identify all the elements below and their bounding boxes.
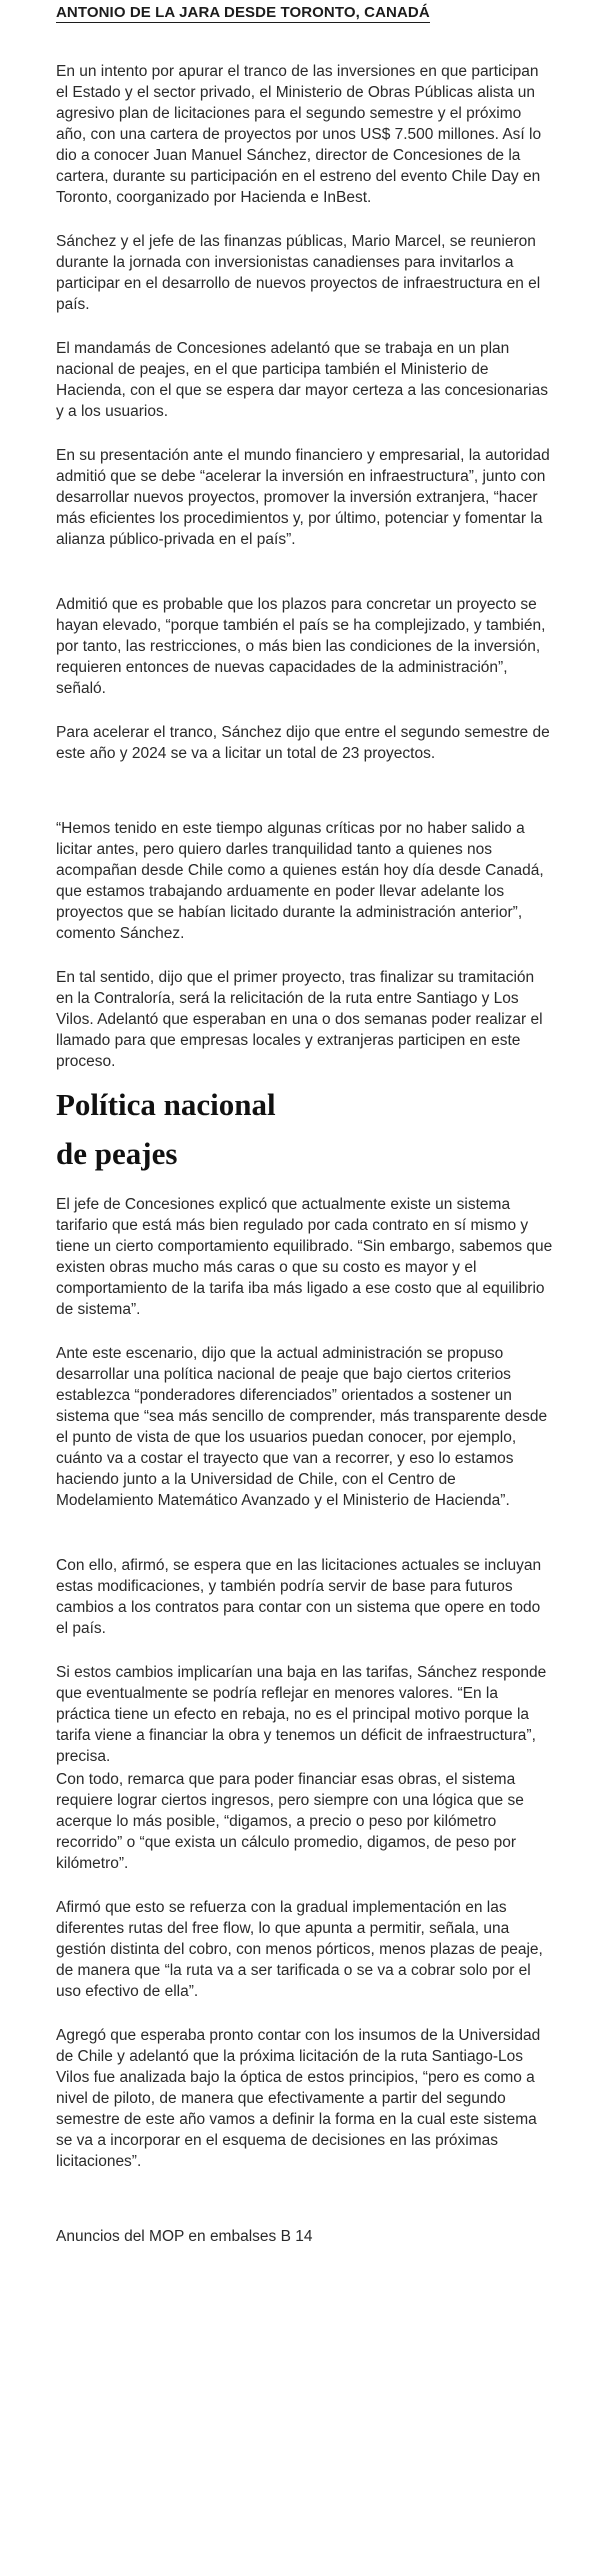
paragraph: Si estos cambios implicarían una baja en las tarifas, Sánchez responde que eventualmente se podría reflejar en menores valores. “En la práctica tiene un efecto en rebaja, no es el principal motivo porque la tarifa viene a financiar la obra y tenemos un déficit de infraestructura”, precisa. [56, 1664, 547, 1765]
paragraph: Afirmó que esto se refuerza con la gradual implementación en las diferentes rutas del free flow, lo que apunta a permitir, señala, una gestión distinta del cobro, con menos pórticos, menos plazas de peaje, de manera que “la ruta va a ser tarificada o se va a cobrar solo por el uso efectivo de ella”. [56, 1899, 543, 2000]
paragraph: En tal sentido, dijo que el primer proyecto, tras finalizar su tramitación en la Contraloría, será la relicitación de la ruta entre Santiago y Los Vilos. Adelantó que esperaban en una o dos semanas poder realizar el llamado para que empresas locales y extranjeras participen en este proceso. [56, 969, 543, 1070]
paragraph: El mandamás de Concesiones adelantó que se trabaja en un plan nacional de peajes, en el que participa también el Ministerio de Hacienda, con el que se espera dar mayor certeza a las concesionarias y a los usuarios. [56, 340, 548, 420]
paragraph: Para acelerar el tranco, Sánchez dijo que entre el segundo semestre de este año y 2024 se va a licitar un total de 23 proyectos. [56, 724, 550, 762]
paragraph: Sánchez y el jefe de las finanzas públicas, Mario Marcel, se reunieron durante la jornada con inversionistas canadienses para invitarlos a participar en el desarrollo de nuevos proyectos de infraestructura en el país. [56, 233, 541, 313]
section-heading-line-2: de peajes [56, 1136, 178, 1171]
paragraph: Con ello, afirmó, se espera que en las licitaciones actuales se incluyan estas modificaciones, y también podría servir de base para futuros cambios a los contratos para contar con un sistema que opere en todo el país. [56, 1557, 542, 1637]
paragraph: Admitió que es probable que los plazos para concretar un proyecto se hayan elevado, “porque también el país se ha complejizado, y también, por tanto, las restricciones, o más bien las condiciones de la inversión, requieren entonces de nuevas capacidades de la administración”, señaló. [56, 596, 546, 697]
paragraph: El jefe de Concesiones explicó que actualmente existe un sistema tarifario que está más bien regulado por cada contrato en sí mismo y tiene un cierto comportamiento equilibrado. “Sin embargo, sabemos que existen obras mucho más caras o que su costo es mayor y el comportamiento de la tarifa iba más ligado a ese costo que al equilibrio de sistema”. [56, 1196, 553, 1318]
paragraph: Ante este escenario, dijo que la actual administración se propuso desarrollar una política nacional de peaje que bajo ciertos criterios establezca “ponderadores diferenciados” orientados a sostener un sistema que “sea más sencillo de comprender, más transparente desde el punto de vista de que los usuarios puedan conocer, por ejemplo, cuánto va a costar el trayecto que van a recorrer, y eso lo estamos haciendo junto a la Universidad de Chile, con el Centro de Modelamiento Matemático Avanzado y el Ministerio de Hacienda”. [56, 1345, 548, 1509]
article-body-section-2 [56, 1194, 553, 2193]
paragraph: Agregó que esperaba pronto contar con los insumos de la Universidad de Chile y adelantó que la próxima licitación de la ruta Santiago-Los Vilos fue analizada bajo la óptica de estos principios, “pero es como a nivel de piloto, de manera que efectivamente a partir del segundo semestre de este año vamos a definir la forma en la cual este sistema se va a incorporar en el esquema de decisiones en las próximas licitaciones”. [56, 2027, 541, 2170]
paragraph: En su presentación ante el mundo financiero y empresarial, la autoridad admitió que se debe “acelerar la inversión en infraestructura”, junto con desarrollar nuevos proyectos, promover la inversión extranjera, “hacer más eficientes los procedimientos y, por último, potenciar y fomentar la alianza público-privada en el país”. [56, 447, 550, 548]
paragraph: En un intento por apurar el tranco de las inversiones en que participan el Estado y el sector privado, el Ministerio de Obras Públicas alista un agresivo plan de licitaciones para el segundo semestre y el próximo año, con una cartera de proyectos por unos US$ 7.500 millones. Así lo dio a conocer Juan Manuel Sánchez, director de Concesiones de la cartera, durante su participación en el estreno del evento Chile Day en Toronto, coorganizado por Hacienda e InBest. [56, 63, 542, 206]
paragraph: Con todo, remarca que para poder financiar esas obras, el sistema requiere lograr ciertos ingresos, pero siempre con una lógica que se acerque lo más posible, “digamos, a precio o peso por kilómetro recorrido” o “que exista un cálculo promedio, digamos, de peso por kilómetro”. [56, 1771, 524, 1872]
article-body-section-1 [56, 61, 553, 1072]
paragraph: “Hemos tenido en este tiempo algunas críticas por no haber salido a licitar antes, pero quiero darles tranquilidad tanto a quienes nos acompañan desde Chile como a quienes están hoy día desde Canadá, que estamos trabajando arduamente en poder llevar adelante los proyectos que se habían licitado durante la administración anterior”, comento Sánchez. [56, 820, 544, 942]
section-heading [56, 1080, 553, 1178]
byline-text: ANTONIO DE LA JARA DESDE TORONTO, CANADÁ [56, 4, 430, 21]
related-link-text: Anuncios del MOP en embalses B 14 [56, 2228, 313, 2245]
byline [56, 0, 553, 33]
section-heading-line-1: Política nacional [56, 1087, 276, 1122]
